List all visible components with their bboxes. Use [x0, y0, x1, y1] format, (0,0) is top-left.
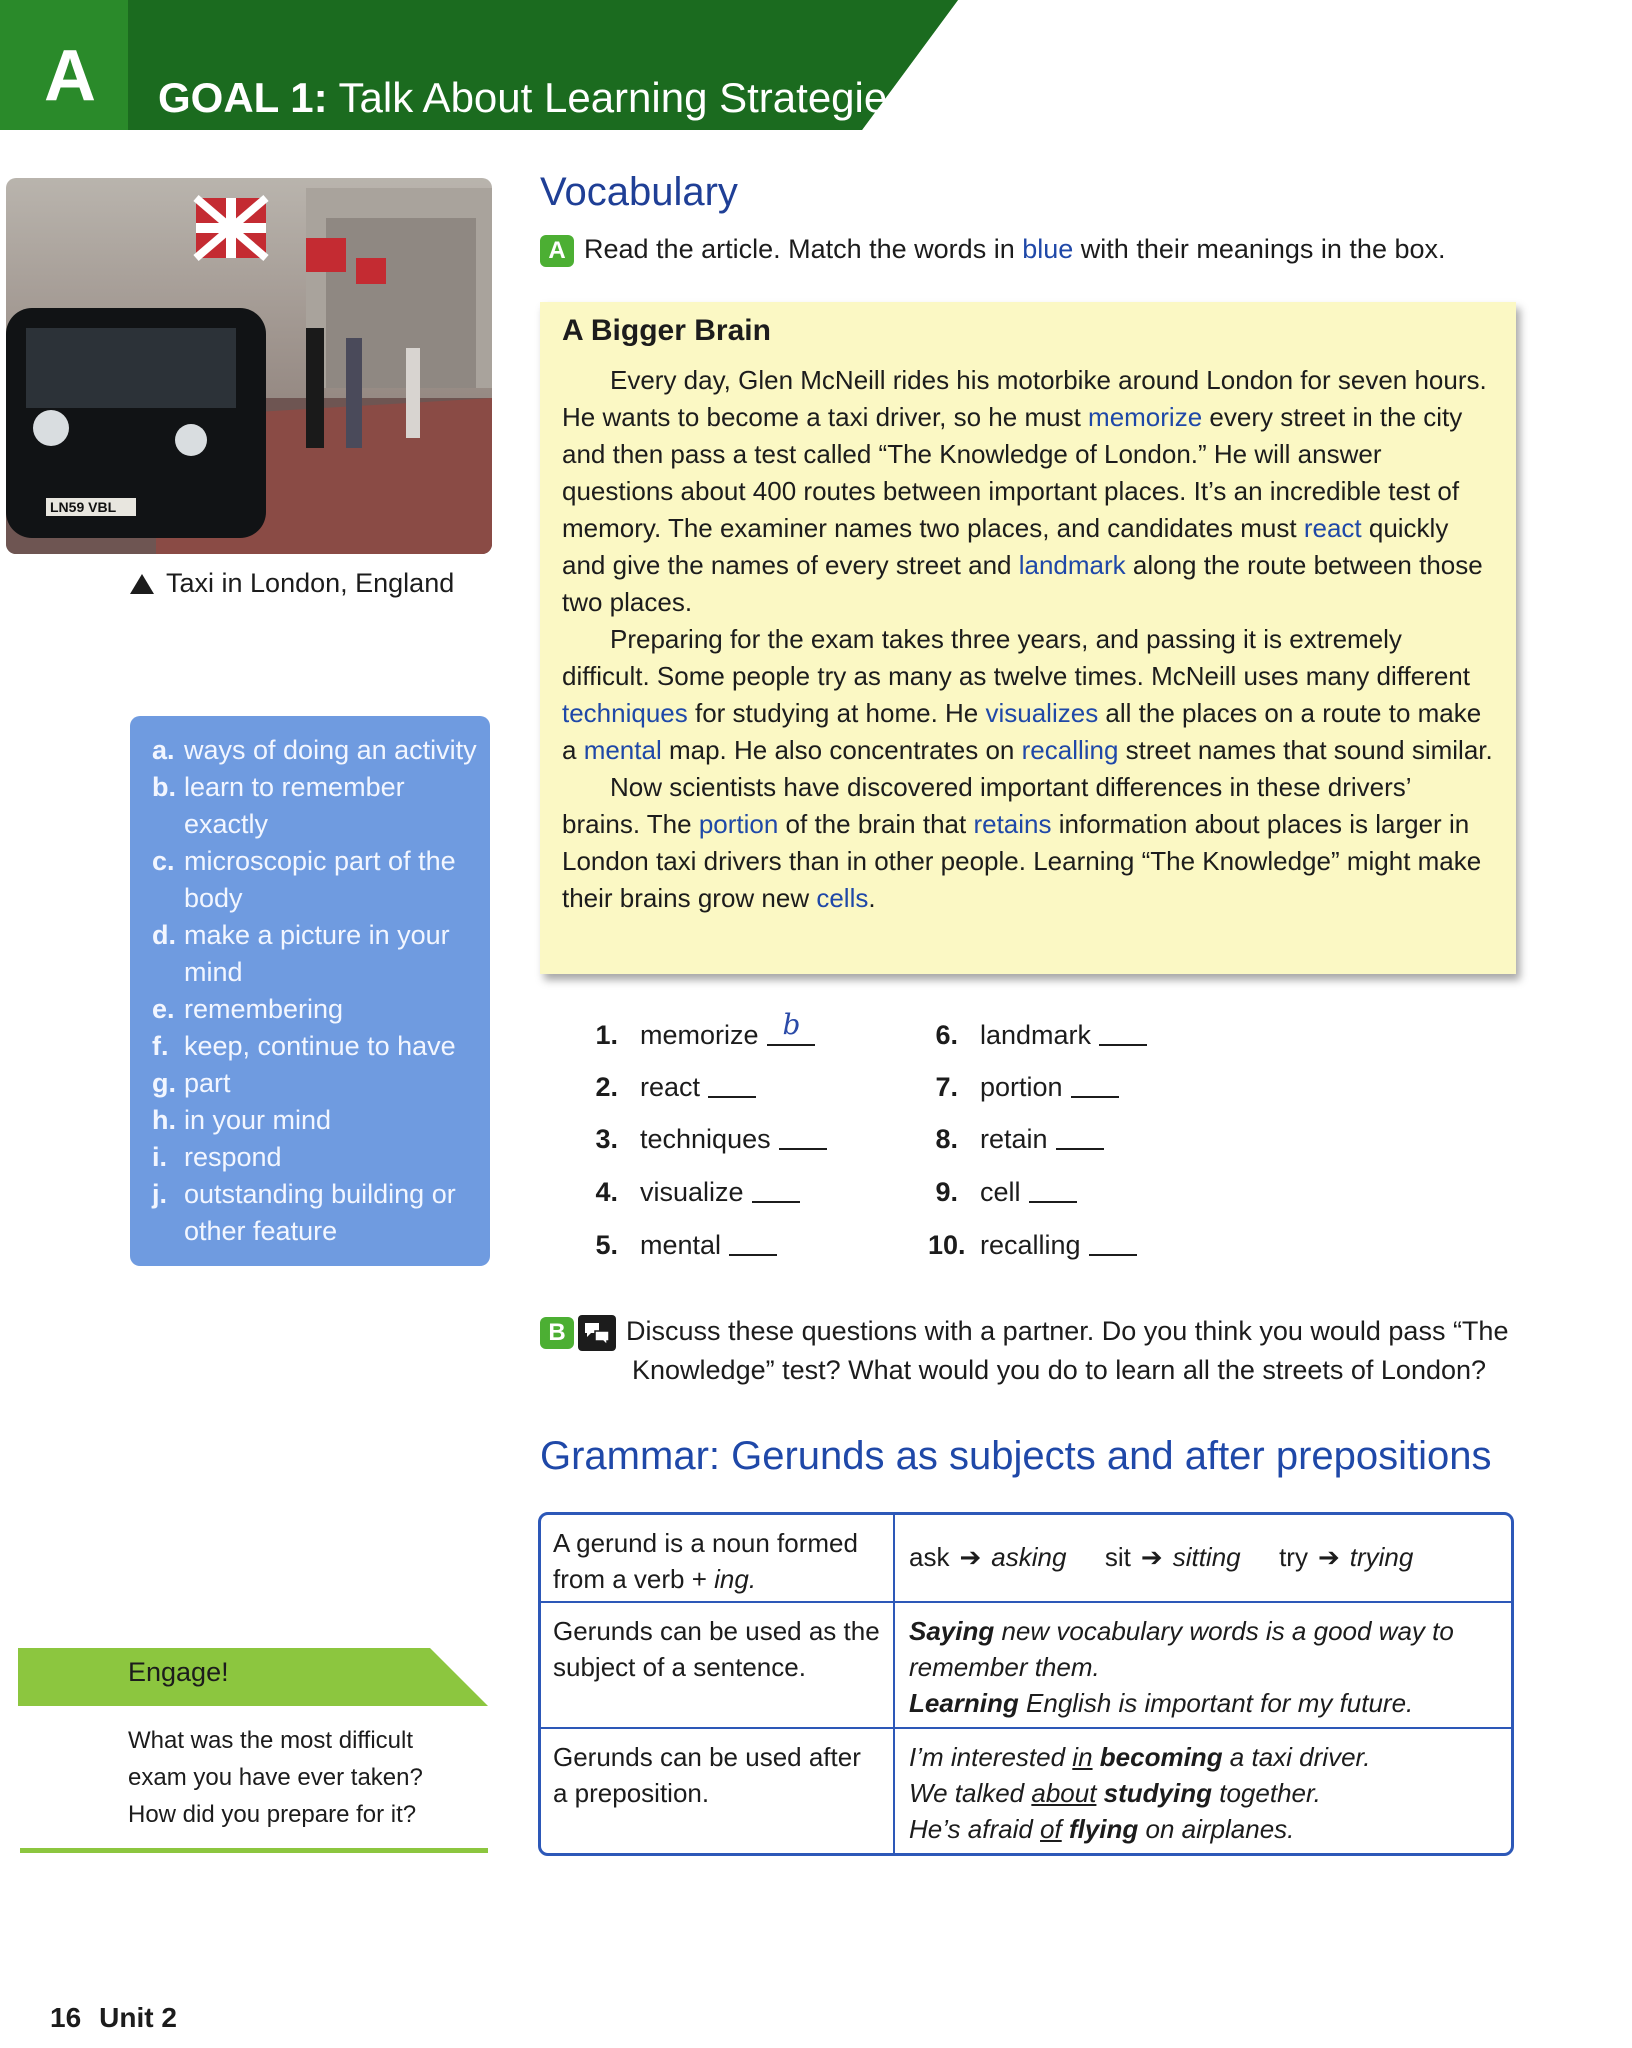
definition-item: [152, 991, 478, 1028]
grammar-table: [538, 1512, 1514, 1856]
answer-blank[interactable]: [1071, 1074, 1119, 1098]
arrow-icon: ➔: [1317, 1542, 1340, 1572]
article-text: information about places is larger in London taxi drivers than in other people. Learning “The Knowledge” might make their brains grow new: [562, 809, 1482, 913]
article-text: Every day, Glen McNeill rides his motorbike around London for seven hours. He wants to become a taxi driver, so he must: [562, 365, 1487, 432]
grammar-title: Grammar: Gerunds as subjects and after prepositions: [540, 1434, 1492, 1478]
example-line: [909, 1775, 1497, 1811]
definition-item: [152, 732, 478, 769]
def-letter: e.: [152, 994, 175, 1024]
definition-item: [152, 1139, 478, 1176]
item-number: 6.: [935, 1020, 958, 1050]
answer-blank[interactable]: [1029, 1179, 1077, 1203]
matching-item: [588, 1072, 756, 1103]
exercise-a-badge: A: [540, 235, 574, 267]
def-text: outstanding building or other feature: [184, 1179, 456, 1246]
triangle-icon: [130, 574, 154, 594]
answer-blank[interactable]: [1056, 1126, 1104, 1150]
item-number: 7.: [935, 1072, 958, 1102]
discussion-text-2: Knowledge” test? What would you do to learn all the streets of London?: [632, 1354, 1487, 1385]
grammar-example: [895, 1515, 1511, 1601]
photo-caption-text: Taxi in London, England: [166, 568, 455, 598]
preposition: in: [1072, 1742, 1093, 1772]
verb: sit: [1104, 1542, 1131, 1572]
example-start: He’s afraid: [909, 1814, 1041, 1844]
example-line: [909, 1739, 1497, 1775]
answer-blank[interactable]: [708, 1074, 756, 1098]
vocab-word: cells: [816, 883, 869, 913]
article-text: street names that sound similar.: [1118, 735, 1493, 765]
definition-item: [152, 1102, 478, 1139]
article-text: of the brain that: [778, 809, 974, 839]
article-text: along the route between those two places.: [562, 550, 1483, 617]
arrow-icon: ➔: [959, 1542, 982, 1572]
rule-text: A gerund is a noun formed from a verb +: [553, 1528, 858, 1594]
verb: ask: [909, 1542, 950, 1572]
example-rest: together.: [1212, 1778, 1321, 1808]
grammar-row: [541, 1601, 1511, 1727]
vocab-word: portion: [698, 809, 779, 839]
article-text: quickly and give the names of every street and: [562, 513, 1449, 580]
license-plate: LN59 VBL: [50, 499, 117, 515]
article-text: all the places on a route to make a: [562, 698, 1482, 765]
definition-item: [152, 1028, 478, 1065]
preposition: about: [1031, 1778, 1097, 1808]
arrow-icon: ➔: [1140, 1542, 1163, 1572]
vocab-word: recalling: [1021, 735, 1119, 765]
item-word: techniques: [640, 1124, 771, 1154]
def-text: ways of doing an activity: [184, 735, 477, 765]
item-number: 1.: [595, 1020, 618, 1050]
example-rest: a taxi driver.: [1222, 1742, 1371, 1772]
example-start: We talked: [909, 1778, 1032, 1808]
answer-blank[interactable]: [779, 1126, 827, 1150]
item-word: react: [640, 1072, 701, 1102]
grammar-rule: [541, 1515, 895, 1601]
item-number: 8.: [935, 1124, 958, 1154]
matching-item: [928, 1124, 1104, 1155]
article-paragraph-2: [562, 621, 1494, 769]
example-line: [909, 1811, 1497, 1847]
article-text: every street in the city and then pass a test called “The Knowledge of London.” He will answer questions about 400 routes between important places. It’s an incredible test of memory. The examiner names two places, and candidates must: [562, 402, 1463, 543]
article-text: Now scientists have discovered important differences in these drivers’ brains. The: [562, 772, 1411, 839]
item-number: 4.: [595, 1177, 618, 1207]
def-text: remembering: [184, 994, 344, 1024]
article-text: .: [868, 883, 876, 913]
vocab-word: techniques: [562, 698, 688, 728]
answer-blank[interactable]: [729, 1232, 777, 1256]
def-letter: d.: [152, 920, 176, 950]
gerund: asking: [991, 1542, 1067, 1572]
item-word: recalling: [980, 1230, 1081, 1260]
example-rest: new vocabulary words is a good way to remember them.: [909, 1616, 1454, 1682]
article-text: map. He also concentrates on: [661, 735, 1022, 765]
example-line: [909, 1685, 1497, 1721]
goal-label: GOAL 1:: [158, 74, 328, 121]
example-rest: on airplanes.: [1138, 1814, 1295, 1844]
discussion-text-1: Discuss these questions with a partner. Do you think you would pass “The: [626, 1316, 1509, 1346]
def-letter: j.: [152, 1179, 168, 1209]
instruction-text-end: with their meanings in the box.: [1080, 234, 1446, 264]
item-word: mental: [640, 1230, 722, 1260]
vocab-word: memorize: [1088, 402, 1203, 432]
definition-item: [152, 917, 478, 991]
answer-blank[interactable]: [752, 1179, 800, 1203]
engage-banner: [18, 1648, 488, 1706]
exercise-b: [540, 1312, 1508, 1389]
def-text: respond: [184, 1142, 282, 1172]
grammar-rule: Gerunds can be used after a preposition.: [541, 1729, 895, 1853]
instruction-text: Read the article. Match the words in: [584, 234, 1015, 264]
grammar-row: [541, 1727, 1511, 1853]
def-text: keep, continue to have: [184, 1031, 456, 1061]
article-paragraph-3: [562, 769, 1494, 917]
matching-item: [928, 1230, 1137, 1261]
example-rest: English is important for my future.: [1018, 1688, 1414, 1718]
preposition: of: [1040, 1814, 1062, 1844]
gerund-bold: flying: [1068, 1814, 1139, 1844]
matching-item: [588, 1230, 777, 1261]
item-number: 5.: [595, 1230, 618, 1260]
engage-label: Engage!: [128, 1657, 229, 1687]
article-text: Preparing for the exam takes three years, and passing it is extremely difficult. Some people try as many as twelve times. McNeill uses many different: [562, 624, 1470, 691]
verb: try: [1279, 1542, 1308, 1572]
example-line: [909, 1613, 1497, 1685]
example-start: I’m interested: [909, 1742, 1073, 1772]
def-letter: b.: [152, 772, 176, 802]
matching-item: [588, 1124, 827, 1155]
item-number: 9.: [935, 1177, 958, 1207]
engage-divider: [20, 1848, 488, 1853]
taxi-photo: [6, 178, 492, 554]
engage-question: What was the most difficult exam you have ever taken? How did you prepare for it?: [128, 1727, 423, 1828]
def-letter: i.: [152, 1142, 168, 1172]
goal-title: [158, 74, 908, 122]
photo-caption: [130, 568, 454, 599]
item-word: portion: [980, 1072, 1063, 1102]
unit-label: Unit 2: [99, 2002, 177, 2033]
def-letter: f.: [152, 1031, 169, 1061]
def-letter: g.: [152, 1068, 176, 1098]
exercise-b-line-1: [540, 1312, 1508, 1351]
answer-text: b: [782, 1008, 801, 1041]
vocab-word: mental: [583, 735, 662, 765]
matching-item: [928, 1020, 1147, 1051]
def-text: make a picture in your mind: [184, 920, 450, 987]
definition-item: [152, 843, 478, 917]
answer-blank[interactable]: [1089, 1232, 1137, 1256]
matching-item: [588, 1177, 800, 1208]
matching-item: [928, 1072, 1119, 1103]
instruction-blue-word: blue: [1022, 234, 1074, 264]
def-text: microscopic part of the body: [184, 846, 456, 913]
def-letter: c.: [152, 846, 175, 876]
gerund-bold: becoming: [1099, 1742, 1223, 1772]
page-footer: [50, 2002, 177, 2034]
section-letter: A: [44, 36, 96, 116]
definition-item: [152, 1065, 478, 1102]
page-number: 16: [50, 2002, 82, 2033]
gerund-bold: studying: [1103, 1778, 1213, 1808]
definitions-box: [130, 716, 490, 1266]
grammar-rule: Gerunds can be used as the subject of a sentence.: [541, 1603, 895, 1727]
article-text: for studying at home. He: [687, 698, 986, 728]
def-text: part: [184, 1068, 231, 1098]
vocabulary-title: Vocabulary: [540, 170, 738, 214]
gerund-bold: Learning: [909, 1688, 1019, 1718]
item-word: visualize: [640, 1177, 744, 1207]
answer-blank[interactable]: [1099, 1022, 1147, 1046]
exercise-a-instruction: [540, 234, 1446, 267]
matching-item: [928, 1177, 1077, 1208]
gerund: trying: [1349, 1542, 1414, 1572]
exercise-b-badge: B: [540, 1317, 574, 1349]
vocab-word: retains: [973, 809, 1052, 839]
def-text: learn to remember exactly: [184, 772, 405, 839]
item-word: landmark: [980, 1020, 1092, 1050]
article-box: [540, 302, 1516, 974]
vocab-word: landmark: [1018, 550, 1126, 580]
item-number: 3.: [595, 1124, 618, 1154]
item-word: retain: [980, 1124, 1048, 1154]
vocab-word: react: [1303, 513, 1362, 543]
pair-work-icon: [578, 1315, 616, 1351]
def-text: in your mind: [184, 1105, 332, 1135]
item-word: cell: [980, 1177, 1021, 1207]
definition-item: [152, 1176, 478, 1250]
item-number: 10.: [928, 1230, 966, 1260]
def-letter: h.: [152, 1105, 176, 1135]
item-number: 2.: [595, 1072, 618, 1102]
answer-blank[interactable]: [767, 1008, 815, 1046]
def-letter: a.: [152, 735, 175, 765]
grammar-example: [895, 1729, 1511, 1853]
grammar-row: [541, 1515, 1511, 1601]
article-title: A Bigger Brain: [562, 314, 771, 347]
matching-item: [588, 1008, 815, 1051]
vocab-word: visualizes: [985, 698, 1099, 728]
article-paragraph-1: [562, 362, 1494, 621]
rule-italic: ing.: [714, 1564, 757, 1594]
gerund-bold: Saying: [909, 1616, 995, 1646]
grammar-example: [895, 1603, 1511, 1727]
definition-item: [152, 769, 478, 843]
item-word: memorize: [640, 1020, 759, 1050]
gerund: sitting: [1172, 1542, 1241, 1572]
goal-title-text: Talk About Learning Strategies: [338, 74, 909, 121]
